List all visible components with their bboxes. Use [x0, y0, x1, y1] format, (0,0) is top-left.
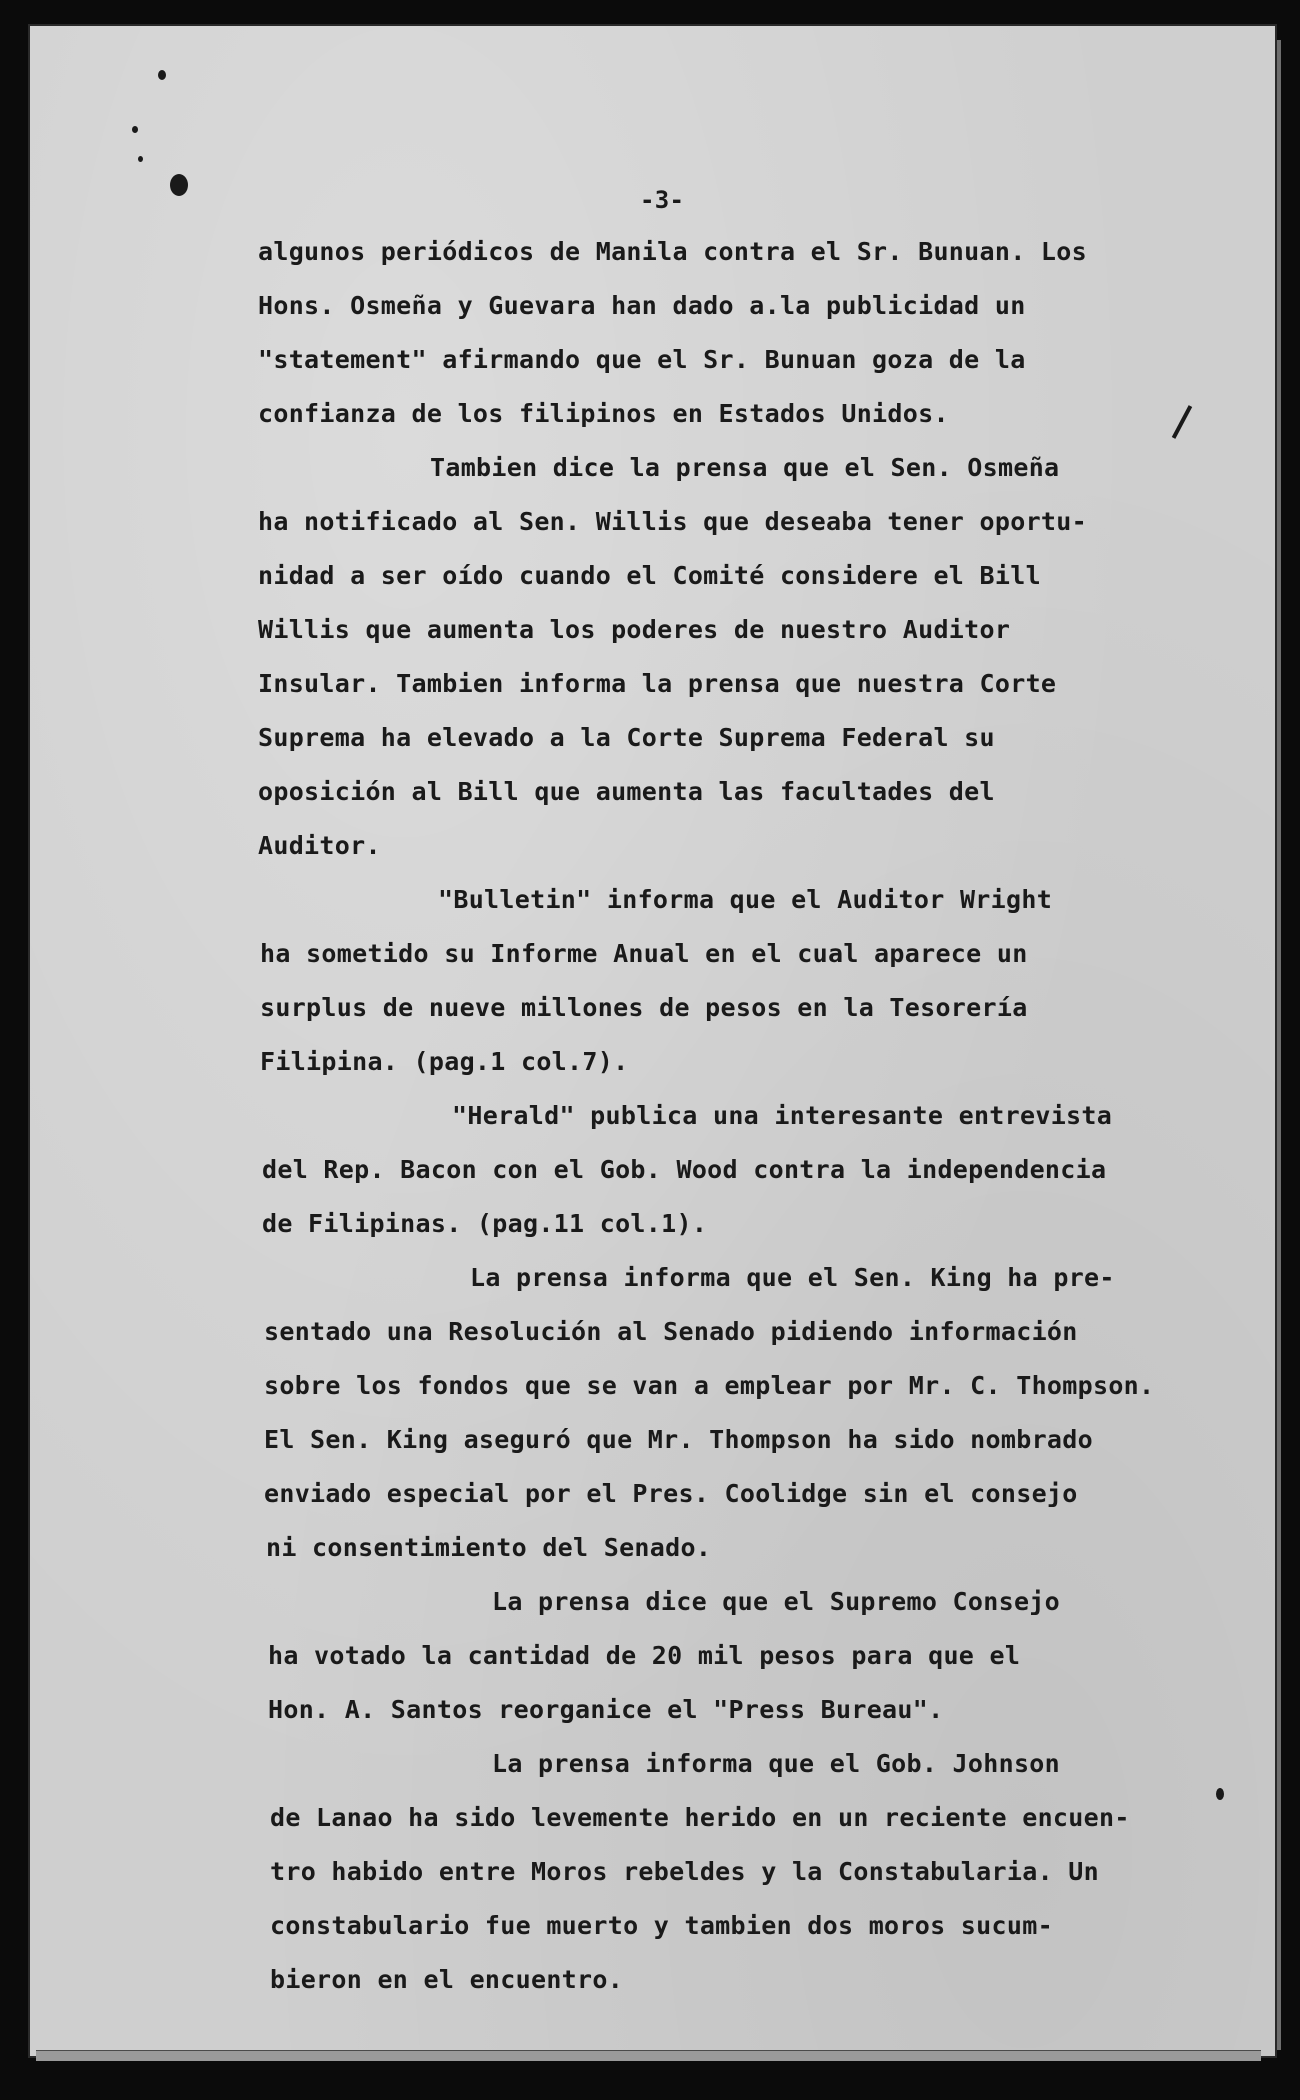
- text-line: Willis que aumenta los poderes de nuestro Auditor: [258, 615, 1011, 644]
- text-line: ha votado la cantidad de 20 mil pesos para que el: [268, 1641, 1021, 1670]
- text-line: Suprema ha elevado a la Corte Suprema Federal su: [258, 723, 995, 752]
- text-line: ni consentimiento del Senado.: [266, 1533, 712, 1562]
- text-line: Filipina. (pag.1 col.7).: [260, 1047, 629, 1076]
- text-line: algunos periódicos de Manila contra el Sr. Bunuan. Los: [258, 237, 1087, 266]
- text-line: "statement" afirmando que el Sr. Bunuan goza de la: [258, 345, 1026, 374]
- text-line: Hons. Osmeña y Guevara han dado a.la publicidad un: [258, 291, 1026, 320]
- page-number: -3-: [640, 186, 685, 214]
- text-line: Tambien dice la prensa que el Sen. Osmeña: [430, 453, 1060, 482]
- text-line: ha sometido su Informe Anual en el cual aparece un: [260, 939, 1028, 968]
- text-line: tro habido entre Moros rebeldes y la Constabularia. Un: [270, 1857, 1099, 1886]
- text-line: La prensa dice que el Supremo Consejo: [492, 1587, 1060, 1616]
- page-edge-shadow: [1275, 40, 1281, 2050]
- text-line: sobre los fondos que se van a emplear por Mr. C. Thompson.: [264, 1371, 1155, 1400]
- text-line: confianza de los filipinos en Estados Unidos.: [258, 399, 949, 428]
- text-line: sentado una Resolución al Senado pidiendo información: [264, 1317, 1078, 1346]
- page-bottom-edge: [36, 2050, 1261, 2061]
- text-line: oposición al Bill que aumenta las facultades del: [258, 777, 995, 806]
- text-line: enviado especial por el Pres. Coolidge sin el consejo: [264, 1479, 1078, 1508]
- text-line: "Bulletin" informa que el Auditor Wright: [438, 885, 1053, 914]
- text-line: nidad a ser oído cuando el Comité considere el Bill: [258, 561, 1041, 590]
- text-line: ha notificado al Sen. Willis que deseaba tener oportu-: [258, 507, 1087, 536]
- document-page: [30, 26, 1275, 2056]
- text-line: de Filipinas. (pag.11 col.1).: [262, 1209, 708, 1238]
- text-line: El Sen. King aseguró que Mr. Thompson ha sido nombrado: [264, 1425, 1093, 1454]
- text-line: La prensa informa que el Gob. Johnson: [492, 1749, 1060, 1778]
- text-line: Hon. A. Santos reorganice el "Press Bureau".: [268, 1695, 944, 1724]
- text-line: de Lanao ha sido levemente herido en un reciente encuen-: [270, 1803, 1130, 1832]
- text-line: constabulario fue muerto y tambien dos moros sucum-: [270, 1911, 1053, 1940]
- text-line: La prensa informa que el Sen. King ha pre-: [470, 1263, 1115, 1292]
- text-line: "Herald" publica una interesante entrevista: [452, 1101, 1113, 1130]
- text-line: Auditor.: [258, 831, 381, 860]
- text-line: surplus de nueve millones de pesos en la Tesorería: [260, 993, 1028, 1022]
- typed-text-body: [30, 26, 1275, 2056]
- text-line: Insular. Tambien informa la prensa que nuestra Corte: [258, 669, 1057, 698]
- text-line: del Rep. Bacon con el Gob. Wood contra la independencia: [262, 1155, 1107, 1184]
- text-line: bieron en el encuentro.: [270, 1965, 624, 1994]
